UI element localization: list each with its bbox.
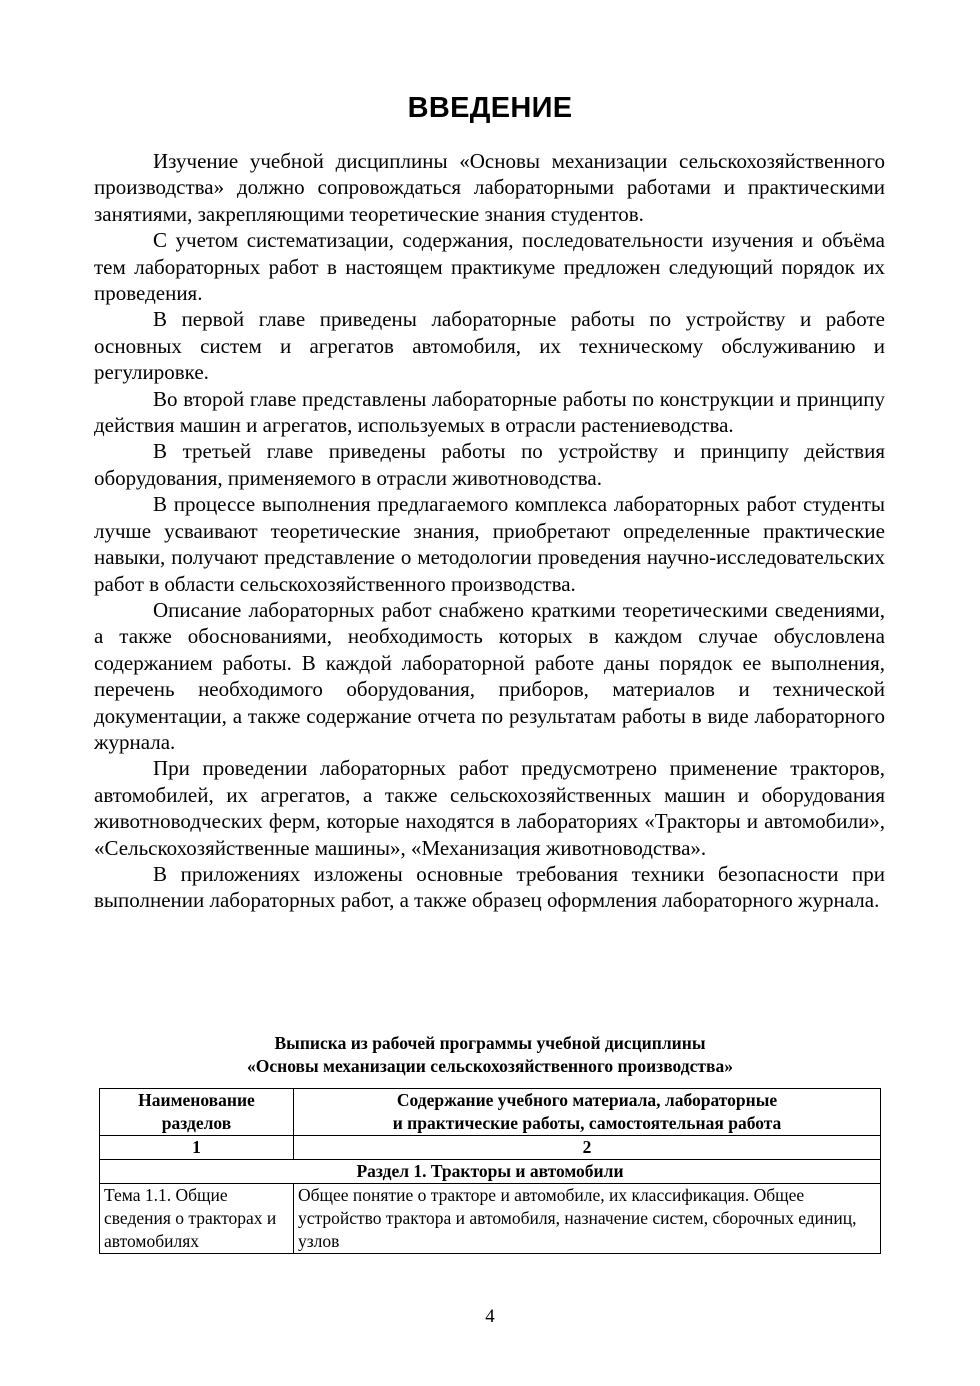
paragraph-9: В приложениях изложены основные требования техники безопасности при выполнении лабораторных работ, а также образец оформления лабораторного журнала. [94, 861, 885, 913]
column-number-1: 1 [100, 1136, 294, 1160]
table-section-row [100, 1160, 881, 1184]
table-header-row [100, 1089, 881, 1136]
curriculum-table [99, 1088, 881, 1254]
table-caption-line-1: Выписка из рабочей программы учебной дисциплины [274, 1033, 706, 1053]
page-title: ВВЕДЕНИЕ [407, 92, 573, 124]
topic-content: Общее понятие о тракторе и автомобиле, их классификация. Общее устройство трактора и автомобиля, назначение систем, сборочных единиц, узлов [294, 1184, 881, 1254]
table-caption [0, 1032, 980, 1078]
introduction-text [94, 148, 885, 914]
header-content: Содержание учебного материала, лабораторные и практические работы, самостоятельная работа [294, 1089, 881, 1136]
paragraph-1: Изучение учебной дисциплины «Основы механизации сельскохозяйственного производства» должно сопровождаться лабораторными работами и практическими занятиями, закрепляющими теоретические знания студентов. [94, 149, 885, 226]
topic-name: Тема 1.1. Общие сведения о тракторах и автомобилях [100, 1184, 294, 1254]
section-title: Раздел 1. Тракторы и автомобили [100, 1160, 881, 1184]
paragraph-5: В третьей главе приведены работы по устройству и принципу действия оборудования, применяемого в отрасли животноводства. [94, 439, 885, 490]
paragraph-3: В первой главе приведены лабораторные работы по устройству и работе основных систем и агрегатов автомобиля, их техническому обслуживанию и регулировке. [94, 307, 885, 385]
table-caption-line-2: «Основы механизации сельскохозяйственного производства» [247, 1056, 733, 1076]
header-section-names: Наименование разделов [100, 1089, 294, 1136]
page-number: 4 [485, 1306, 495, 1327]
table-row [100, 1184, 881, 1254]
paragraph-8: При проведении лабораторных работ предусмотрено применение тракторов, автомобилей, их агрегатов, а также сельскохозяйственных машин и оборудования животноводческих ферм, которые находятся в лабораториях «Тракторы и автомобили», «Сельскохозяйственные машины», «Механизация животноводства». [94, 756, 885, 860]
table-column-numbers-row [100, 1136, 881, 1160]
paragraph-6: В процессе выполнения предлагаемого комплекса лабораторных работ студенты лучше усваивают теоретические знания, приобретают определенные практические навыки, получают представление о методологии проведения научно-исследовательских работ в области сельскохозяйственного производства. [94, 492, 885, 596]
paragraph-7: Описание лабораторных работ снабжено краткими теоретическими сведениями, а также обоснованиями, необходимость которых в каждом случае обусловлена содержанием работы. В каждой лабораторной работе даны порядок ее выполнения, перечень необходимого оборудования, приборов, материалов и технической документации, а также содержание отчета по результатам работы в виде лабораторного журнала. [94, 597, 885, 754]
column-number-2: 2 [294, 1136, 881, 1160]
paragraph-2: С учетом систематизации, содержания, последовательности изучения и объёма тем лабораторных работ в настоящем практикуме предложен следующий порядок их проведения. [94, 228, 885, 306]
paragraph-4: Во второй главе представлены лабораторные работы по конструкции и принципу действия машин и агрегатов, используемых в отрасли растениеводства. [94, 386, 885, 438]
